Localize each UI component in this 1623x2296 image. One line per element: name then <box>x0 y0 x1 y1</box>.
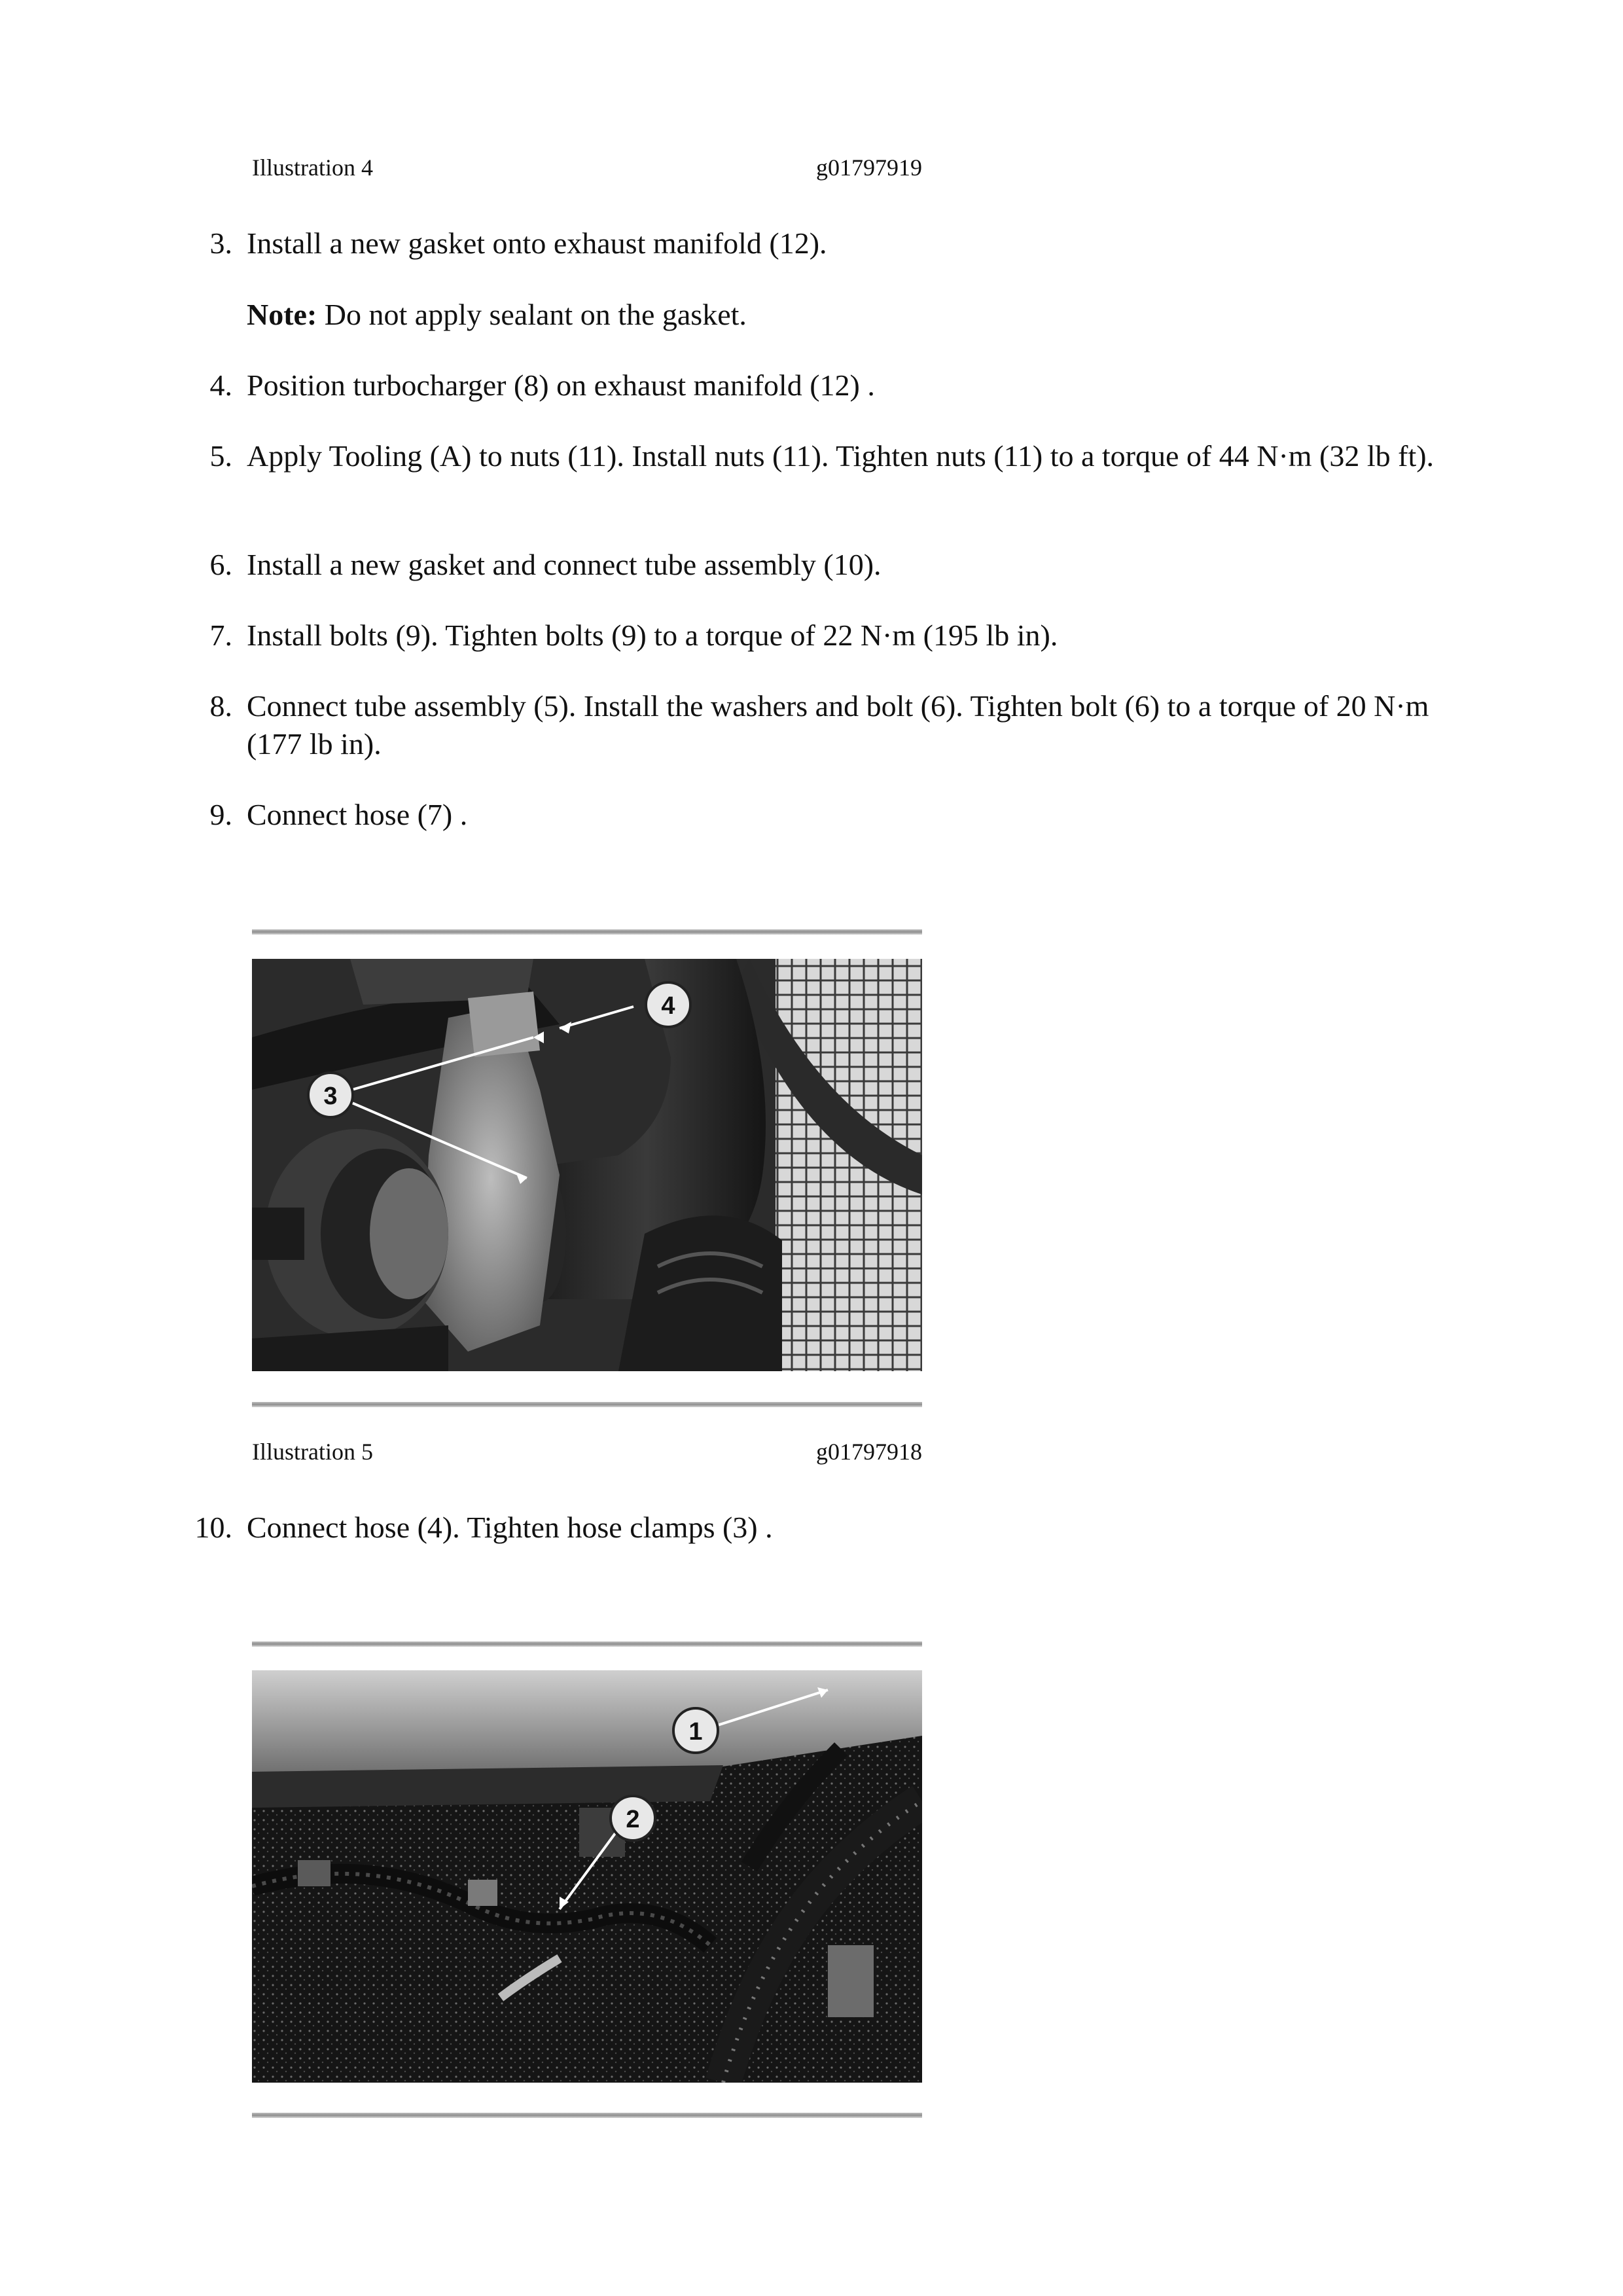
step-9 <box>170 796 1453 834</box>
figure-bottom-rule <box>252 2113 922 2118</box>
note <box>247 296 1425 334</box>
step-number: 7. <box>209 619 232 652</box>
step-4 <box>170 367 1453 404</box>
step-number: 3. <box>209 226 232 260</box>
illustration-ref: g01797919 <box>816 154 922 181</box>
step-number: 10. <box>194 1511 232 1544</box>
note-text: Do not apply sealant on the gasket. <box>317 298 747 331</box>
callout-2-label: 2 <box>626 1806 640 1833</box>
callout-4-label: 4 <box>661 992 675 1020</box>
wiring-harness-photo <box>252 1670 922 2083</box>
step-text: Install a new gasket and connect tube assembly (10). <box>247 548 882 581</box>
illustration-label: Illustration 5 <box>252 1439 373 1465</box>
callout-1-label: 1 <box>688 1718 703 1746</box>
figure-top-rule <box>252 1641 922 1647</box>
step-text: Connect hose (7) . <box>247 798 468 831</box>
wiring-harness-photo-drawing <box>252 1670 922 2083</box>
step-10 <box>170 1509 1453 1547</box>
figure-bottom-rule <box>252 1402 922 1407</box>
turbocharger-photo <box>252 959 922 1371</box>
step-3 <box>170 224 1453 262</box>
step-number: 8. <box>209 689 232 723</box>
step-number: 5. <box>209 439 232 473</box>
step-text: Install bolts (9). Tighten bolts (9) to a torque of 22 N·m (195 lb in). <box>247 619 1058 652</box>
step-text: Install a new gasket onto exhaust manifold (12). <box>247 226 827 260</box>
figure-top-rule <box>252 929 922 935</box>
step-text: Position turbocharger (8) on exhaust manifold (12) . <box>247 368 875 402</box>
callout-3-label: 3 <box>323 1083 338 1110</box>
step-text: Apply Tooling (A) to nuts (11). Install nuts (11). Tighten nuts (11) to a torque of 44 N·m (32 lb ft). <box>247 439 1435 473</box>
note-label: Note: <box>247 298 317 331</box>
step-number: 4. <box>209 368 232 402</box>
step-text: Connect hose (4). Tighten hose clamps (3) . <box>247 1511 773 1544</box>
step-number: 9. <box>209 798 232 831</box>
illustration-ref: g01797918 <box>816 1439 922 1465</box>
illustration-5-caption <box>252 1437 922 1466</box>
step-text: Connect tube assembly (5). Install the washers and bolt (6). Tighten bolt (6) to a torque of 20 N·m (177 lb in). <box>247 689 1429 761</box>
step-number: 6. <box>209 548 232 581</box>
step-6 <box>170 546 1453 584</box>
turbocharger-photo-drawing <box>252 959 922 1371</box>
step-7 <box>170 617 1453 655</box>
step-8 <box>170 687 1453 763</box>
illustration-label: Illustration 4 <box>252 154 373 181</box>
illustration-4-caption <box>252 153 922 182</box>
step-5 <box>170 437 1453 475</box>
